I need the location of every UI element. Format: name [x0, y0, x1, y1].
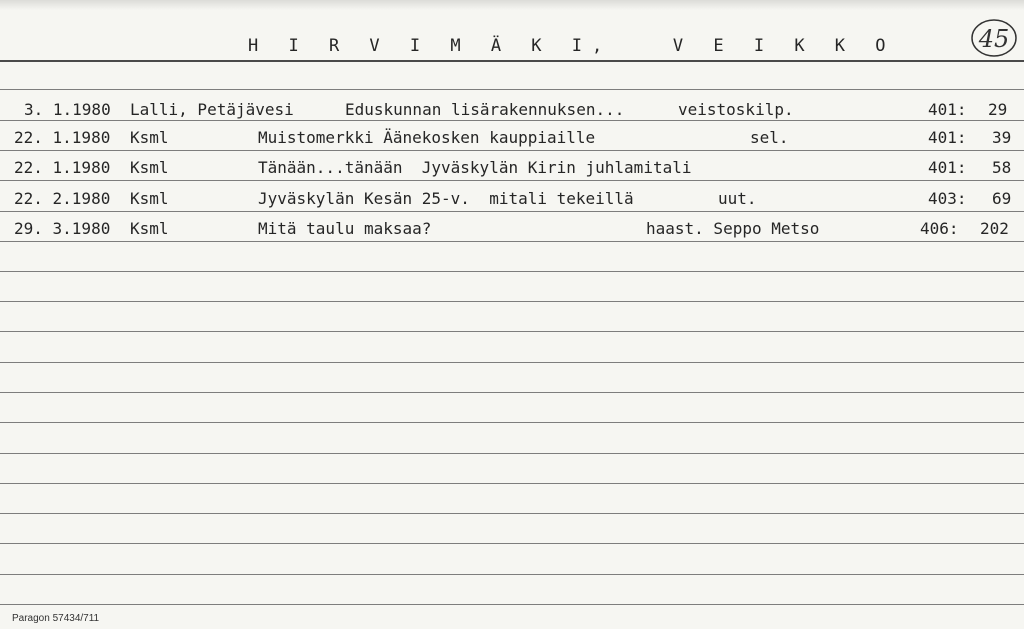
entry-source: Ksml — [130, 189, 169, 208]
ruled-line — [0, 241, 1024, 242]
entry-source: Ksml — [130, 219, 169, 238]
ruled-line — [0, 120, 1024, 121]
card-title: H I R V I M Ä K I, V E I K K O — [248, 36, 896, 56]
entry-type: veistoskilp. — [678, 100, 794, 119]
entry-title: Muistomerkki Äänekosken kauppiaille — [258, 128, 596, 147]
entry-row — [0, 100, 1024, 126]
entry-title: Mitä taulu maksaa? — [258, 219, 432, 238]
ruled-line — [0, 150, 1024, 151]
card-number-stamp — [968, 16, 1020, 60]
entry-type: haast. Seppo Metso — [646, 219, 820, 238]
entry-title: Eduskunnan lisärakennuksen... — [345, 100, 625, 119]
entry-ref: 401: — [928, 128, 967, 147]
ruled-line — [0, 211, 1024, 212]
entry-ref: 401: — [928, 158, 967, 177]
entry-source: Ksml — [130, 158, 169, 177]
ruled-line — [0, 513, 1024, 514]
header-rule — [0, 60, 1024, 62]
entry-title: Jyväskylän Kesän 25-v. mitali tekeillä — [258, 189, 634, 208]
card-footer-printer-mark: Paragon 57434/711 — [12, 613, 100, 624]
entry-source: Lalli, Petäjävesi — [130, 100, 294, 119]
entry-page: 29 — [988, 100, 1008, 119]
ruled-line — [0, 180, 1024, 181]
ruled-line — [0, 331, 1024, 332]
header-rule-secondary — [0, 89, 1024, 90]
ruled-line — [0, 574, 1024, 575]
entry-date: 29. 3.1980 — [14, 219, 111, 238]
ruled-line — [0, 271, 1024, 272]
ruled-line — [0, 543, 1024, 544]
entry-page: 202 — [980, 219, 1009, 238]
card-top-edge — [0, 0, 1024, 10]
entry-date: 22. 1.1980 — [14, 128, 111, 147]
entry-date: 22. 2.1980 — [14, 189, 111, 208]
ruled-line — [0, 453, 1024, 454]
entry-type: sel. — [750, 128, 789, 147]
entry-ref: 403: — [928, 189, 967, 208]
entry-ref: 401: — [928, 100, 967, 119]
entry-page: 39 — [992, 128, 1012, 147]
entry-source: Ksml — [130, 128, 169, 147]
ruled-line — [0, 301, 1024, 302]
ruled-line — [0, 604, 1024, 605]
entry-date: 22. 1.1980 — [14, 158, 111, 177]
ruled-line — [0, 483, 1024, 484]
entry-date: 3. 1.1980 — [24, 100, 111, 119]
entry-title: Tänään...tänään Jyväskylän Kirin juhlamitali — [258, 158, 692, 177]
stamp-number: 45 — [978, 25, 1010, 53]
entry-page: 58 — [992, 158, 1012, 177]
entry-ref: 406: — [920, 219, 959, 238]
ruled-line — [0, 362, 1024, 363]
entry-type: uut. — [718, 189, 757, 208]
ruled-line — [0, 422, 1024, 423]
entry-page: 69 — [992, 189, 1012, 208]
ruled-line — [0, 392, 1024, 393]
